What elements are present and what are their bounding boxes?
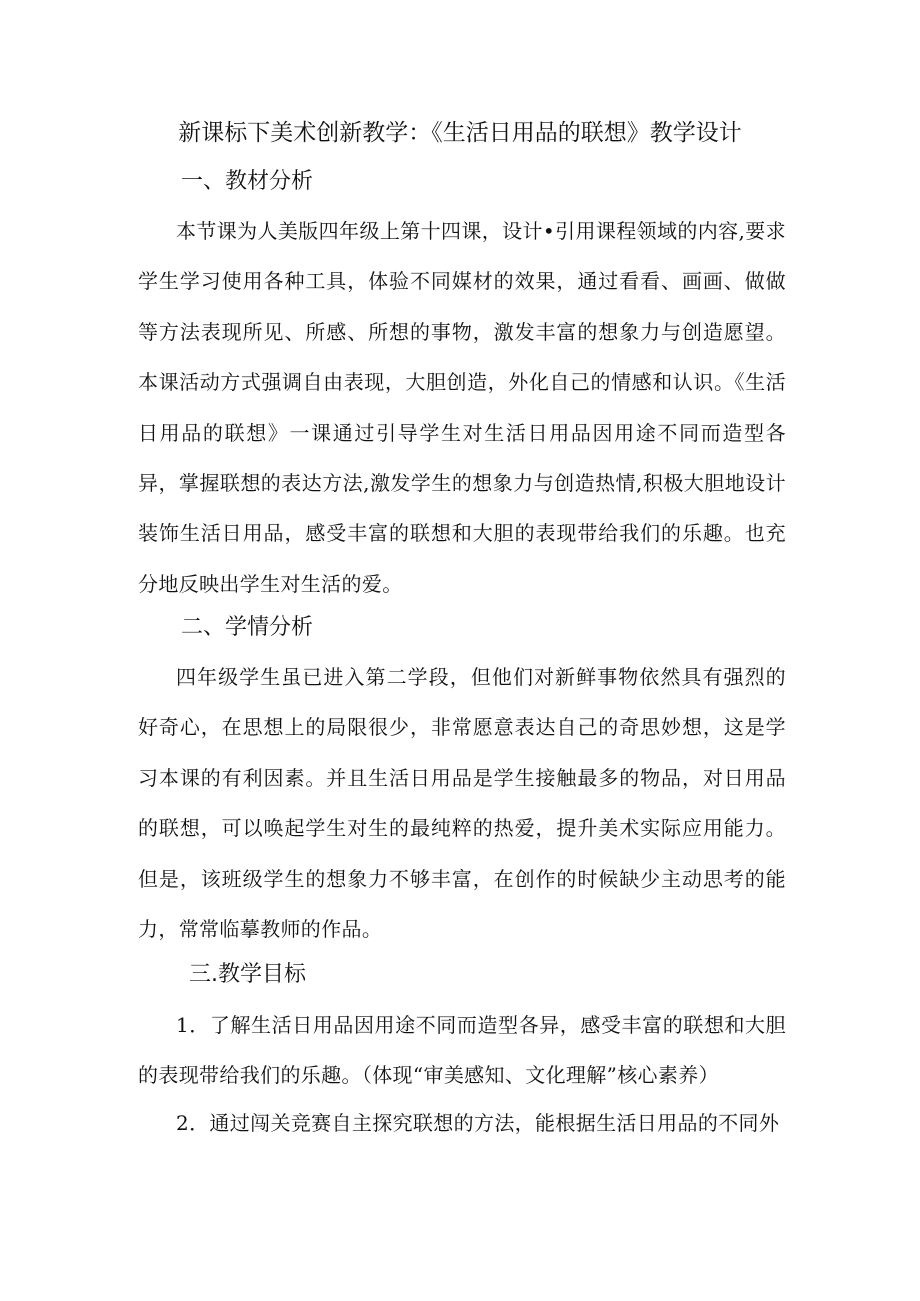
section-heading-teaching-objectives: 三.教学目标 [189, 962, 306, 987]
document-title: 新课标下美术创新教学：《生活日用品的联想》教学设计 [178, 120, 742, 146]
paragraph-objective-1: 1．了解生活日用品因用途不同而造型各异，感受丰富的联想和大胆的表现带给我们的乐趣。（体现“审美感知、文化理解”核心素养） [138, 1013, 786, 1088]
paragraph-learner-analysis: 四年级学生虽已进入第二学段，但他们对新鲜事物依然具有强烈的好奇心，在思想上的局限很少，非常愿意表达自己的奇思妙想，这是学习本课的有利因素。并且生活日用品是学生接触最多的物品，对日用品的联想，可以唤起学生对生的最纯粹的热爱，提升美术实际应用能力。但是，该班级学生的想象力不够丰富，在创作的时候缺少主动思考的能力，常常临摹教师的作品。 [138, 665, 786, 942]
paragraph-objective-2: 2．通过闯关竞赛自主探究联想的方法，能根据生活日用品的不同外 [176, 1111, 780, 1135]
paragraph-textbook-analysis: 本节课为人美版四年级上第十四课，设计•引用课程领域的内容,要求学生学习使用各种工具，体验不同媒材的效果，通过看看、画画、做做等方法表现所见、所感、所想的事物，激发丰富的想象力与创造愿望。本课活动方式强调自由表现，大胆创造，外化自己的情感和认识。《生活日用品的联想》一课通过引导学生对生活日用品因用途不同而造型各异，掌握联想的表达方法,激发学生的想象力与创造热情,积极大胆地设计装饰生活日用品，感受丰富的联想和大胆的表现带给我们的乐趣。也充分地反映出学生对生活的爱。 [138, 219, 786, 596]
section-heading-textbook-analysis: 一、教材分析 [181, 169, 314, 194]
section-heading-learner-analysis: 二、学情分析 [181, 615, 314, 640]
